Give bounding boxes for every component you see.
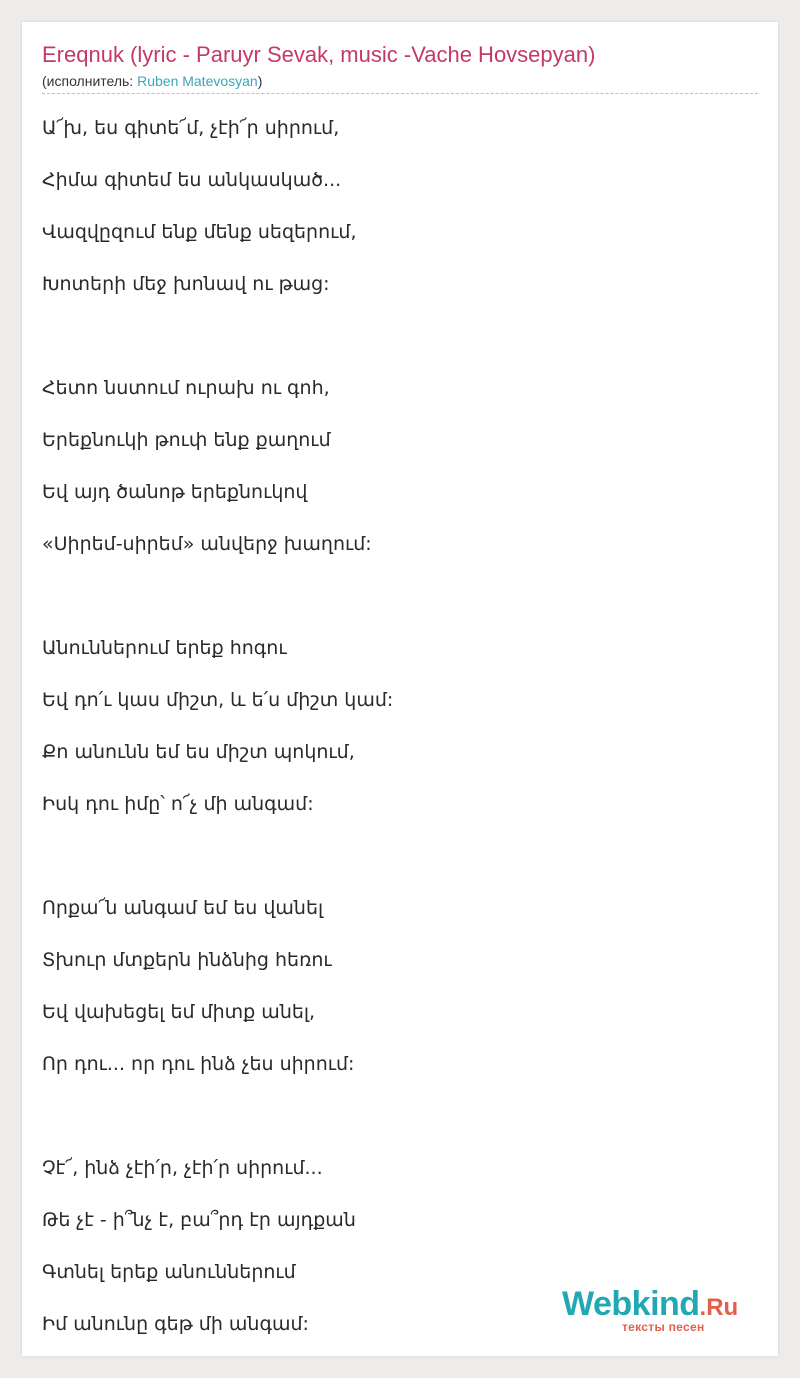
logo-tld: .Ru [699, 1294, 739, 1321]
stanza-gap [42, 830, 758, 882]
stanza-gap [42, 570, 758, 622]
lyric-line: Հետո նստում ուրախ ու գոհ, [42, 377, 330, 399]
lyric-line: Որքա՜ն անգամ եմ ես վանել [42, 897, 324, 919]
lyric-line: Եվ այդ ծանոթ երեքնուկով [42, 481, 308, 503]
performer-link[interactable]: Ruben Matevosyan [137, 73, 258, 89]
song-title: Ereqnuk (lyric - Paruyr Sevak, music -Vache Hovsepyan) [42, 42, 596, 67]
lyric-line: Թե չէ - ի՞նչ է, բա՞րդ էր այդքան [42, 1209, 356, 1231]
performer-prefix: (исполнитель: [42, 73, 138, 89]
logo-tagline: тексты песен [622, 1320, 705, 1334]
lyric-line: Վազվըզում ենք մենք սեզերում, [42, 221, 357, 243]
lyric-line: Հիմա գիտեմ ես անկասկած... [42, 169, 342, 191]
lyric-line: Իմ անունը գեթ մի անգամ: [42, 1313, 309, 1335]
lyric-line: Խոտերի մեջ խոնավ ու թաց: [42, 273, 330, 295]
lyric-line: Տխուր մտքերն ինձնից հեռու [42, 949, 332, 971]
lyric-line: Անուններում երեք հոգու [42, 637, 287, 659]
lyrics-card [22, 22, 778, 1356]
stanza-gap [42, 1090, 758, 1142]
lyric-line: Ա՜խ, ես գիտե՜մ, չէի՜ր սիրում, [42, 117, 340, 139]
webkind-logo[interactable] [562, 1285, 739, 1334]
stanza-gap [42, 310, 758, 362]
lyrics-body [42, 102, 758, 1350]
lyric-line: «Սիրեմ-սիրեմ» անվերջ խաղում: [42, 533, 372, 555]
divider [42, 93, 758, 94]
lyric-line: Իսկ դու իմը՝ ո՜չ մի անգամ: [42, 793, 314, 815]
lyric-line: Եվ դո՛ւ կաս միշտ, և ե՛ս միշտ կամ: [42, 689, 394, 711]
lyric-line: Չէ՜, ինձ չէի՛ր, չէի՛ր սիրում... [42, 1157, 323, 1179]
lyric-line: Գտնել երեք անուններում [42, 1261, 296, 1283]
performer-suffix: ) [257, 73, 263, 89]
logo-brand: Webkind [562, 1285, 700, 1323]
performer-line [42, 73, 262, 89]
lyric-line: Քո անունն եմ ես միշտ պոկում, [42, 741, 355, 763]
lyric-line: Եվ վախեցել եմ միտք անել, [42, 1001, 316, 1023]
lyric-line: Երեքնուկի թուփ ենք քաղում [42, 429, 331, 451]
lyric-line: Որ դու... որ դու ինձ չես սիրում: [42, 1053, 355, 1075]
